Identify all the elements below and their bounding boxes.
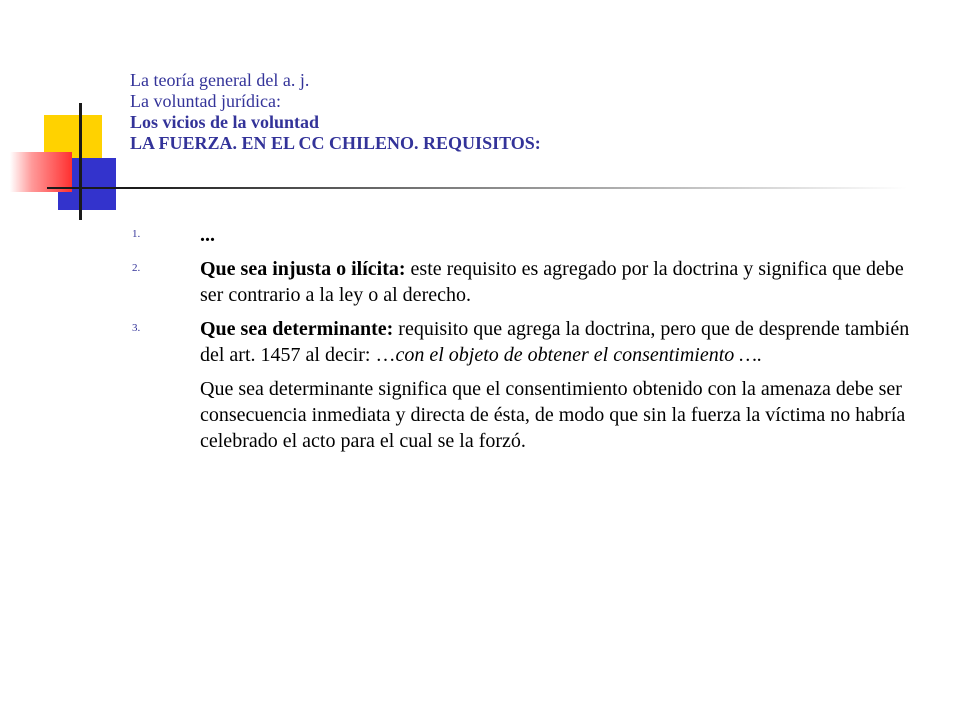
list-item-text: requisito que agrega la doctrina, pero que de desprende también del art. 1457 al decir: …: [200, 318, 910, 366]
title-underline: [47, 187, 907, 189]
list-item-text: este requisito es agregado por la doctrina y significa que debe ser contrario a la ley o al derecho.: [200, 258, 904, 306]
list-item-3: [130, 316, 930, 368]
list-item-2: [130, 256, 930, 308]
title-line-4: LA FUERZA. EN EL CC CHILENO. REQUISITOS:: [130, 133, 541, 153]
slide-title: [130, 70, 910, 154]
slide-body: [130, 222, 930, 454]
red-square-decoration: [10, 152, 72, 192]
vertical-rule: [79, 103, 82, 220]
explanation-paragraph: [130, 376, 930, 454]
title-line-1: La teoría general del a. j.: [130, 70, 310, 90]
list-item-term: Que sea injusta o ilícita:: [200, 258, 406, 280]
list-number: 3.: [132, 322, 141, 334]
title-line-2: La voluntad jurídica:: [130, 91, 281, 111]
decorative-logo: [0, 0, 140, 230]
list-item-quote: con el objeto de obtener el consentimiento ….: [395, 344, 763, 366]
list-item-text: ...: [200, 224, 215, 246]
list-number: 2.: [132, 262, 141, 274]
paragraph-text: Que sea determinante significa que el consentimiento obtenido con la amenaza debe ser consecuencia inmediata y directa de ésta, de modo que sin la fuerza la víctima no habría celebrado el acto para el cual se la forzó.: [200, 378, 906, 452]
list-number: 1.: [132, 228, 141, 240]
list-item-1: [130, 222, 930, 248]
title-line-3: Los vicios de la voluntad: [130, 112, 320, 132]
list-item-term: Que sea determinante:: [200, 318, 394, 340]
